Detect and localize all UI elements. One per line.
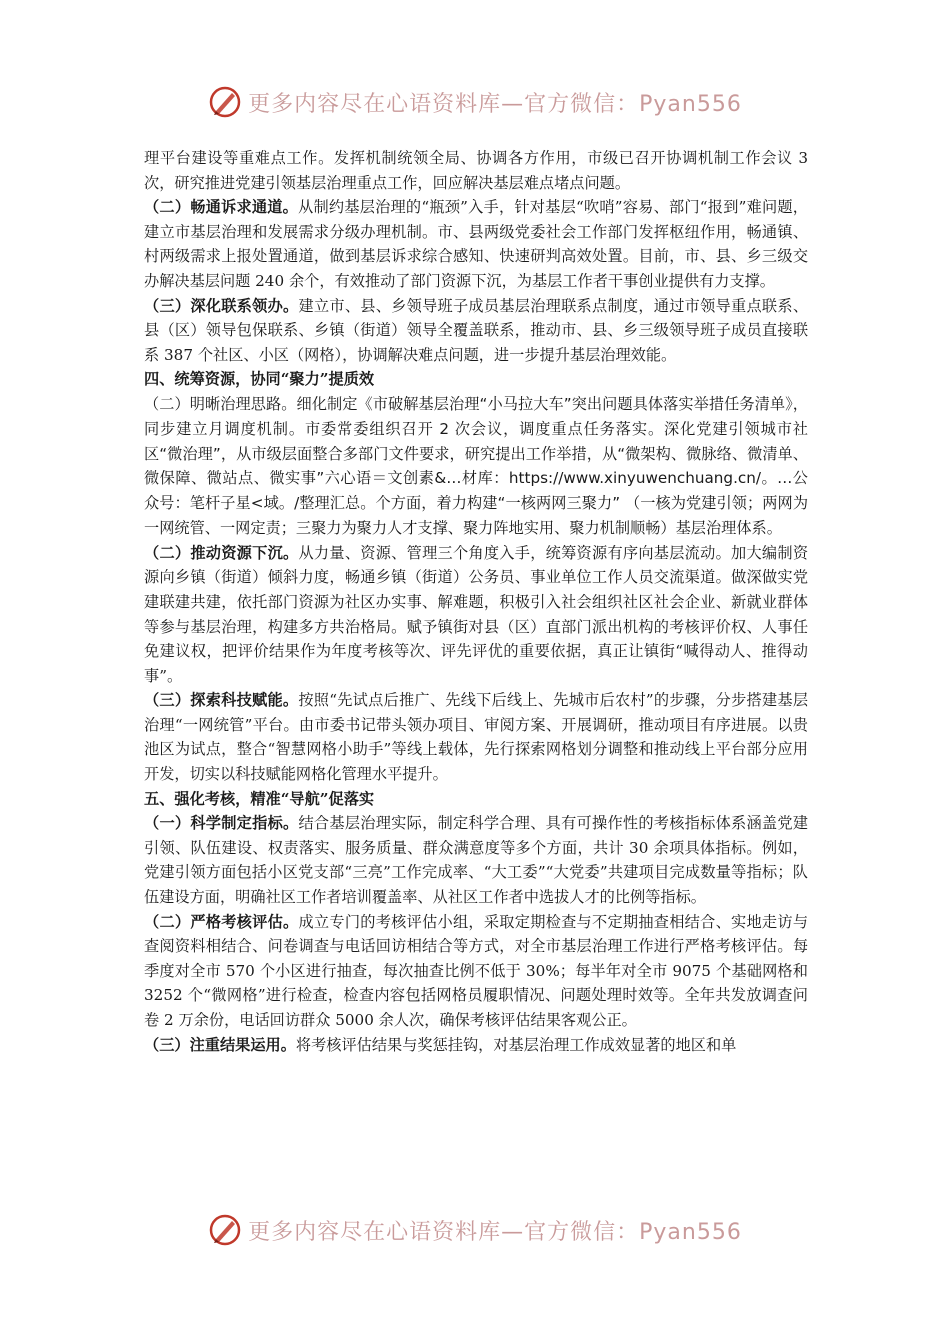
- pen-logo-icon: [208, 85, 242, 119]
- pen-logo-icon: [208, 1213, 242, 1247]
- paragraph: （三）注重结果运用。将考核评估结果与奖惩挂钩，对基层治理工作成效显著的地区和单: [144, 1035, 737, 1054]
- document-body: [144, 146, 808, 1057]
- paragraph: （三）深化联系领办。建立市、县、乡领导班子成员基层治理联系点制度，通过市领导重点联系、县（区）领导包保联系、乡镇（街道）领导全覆盖联系，推动市、县、乡三级领导班子成员直接联系 387 个社区、小区（网格），协调解决难点问题，进一步提升基层治理效能。: [144, 296, 809, 364]
- watermark-header: [0, 82, 950, 122]
- paragraph-lead: （一）科学制定指标。: [144, 814, 299, 833]
- paragraph-lead: （三）探索科技赋能。: [144, 691, 299, 710]
- paragraph-lead: （二）严格考核评估。: [144, 912, 299, 931]
- paragraph: 理平台建设等重难点工作。发挥机制统领全局、协调各方作用，市级已召开协调机制工作会议 3 次，研究推进党建引领基层治理重点工作，回应解决基层难点堵点问题。: [144, 149, 808, 192]
- watermark-text: 更多内容尽在心语资料库—官方微信：Pyan556: [248, 91, 742, 117]
- paragraph: （二）畅通诉求通道。从制约基层治理的“瓶颈”入手，针对基层“吹哨”容易、部门“报到”难问题，建立市基层治理和发展需求分级办理机制。市、县两级党委社会工作部门发挥枢纽作用，畅通镇、村两级需求上报处置通道，做到基层诉求综合感知、快速研判高效处置。目前，市、县、乡三级交办解决基层问题 240 余个，有效推动了部门资源下沉，为基层工作者干事创业提供有力支撑。: [144, 198, 808, 290]
- paragraph: （二）严格考核评估。成立专门的考核评估小组，采取定期检查与不定期抽查相结合、实地走访与查阅资料相结合、问卷调查与电话回访相结合等方式，对全市基层治理工作进行严格考核评估。每季度对全市 570 个小区进行抽查，每次抽查比例不低于 30%；每半年对全市 9075 个基础网格和 3252 个“微网格”进行检查，检查内容包括网格员履职情况、问题处理时效等。全年共发放调查问卷 2 万余份，电话回访群众 5000 余人次，确保考核评估结果客观公正。: [144, 912, 809, 1029]
- paragraph-lead: （二）推动资源下沉。: [144, 543, 299, 562]
- paragraph: （一）科学制定指标。结合基层治理实际，制定科学合理、具有可操作性的考核指标体系涵盖党建引领、队伍建设、权责落实、服务质量、群众满意度等多个方面，共计 30 余项具体指标。例如，党建引领方面包括小区党支部“三亮”工作完成率、“大工委”“大党委”共建项目完成数量等指标；队伍建设方面，明确社区工作者培训覆盖率、从社区工作者中选拔人才的比例等指标。: [144, 814, 809, 907]
- watermark-text: 更多内容尽在心语资料库—官方微信：Pyan556: [248, 1219, 742, 1245]
- paragraph-lead: （三）注重结果运用。: [144, 1035, 296, 1054]
- watermark-footer: [0, 1210, 950, 1250]
- paragraph-lead: （三）深化联系领办。: [144, 296, 299, 315]
- paragraph: （二）推动资源下沉。从力量、资源、管理三个角度入手，统筹资源有序向基层流动。加大编制资源向乡镇（街道）倾斜力度，畅通乡镇（街道）公务员、事业单位工作人员交流渠道。做深做实党建联建共建，依托部门资源为社区办实事、解难题，积极引入社会组织社区社会企业、新就业群体等参与基层治理，构建多方共治格局。赋予镇街对县（区）直部门派出机构的考核评价权、人事任免建议权，把评价结果作为年度考核等次、评先评优的重要依据，真正让镇街“喊得动人、推得动事”。: [144, 543, 809, 685]
- section-heading: 五、强化考核，精准“导航”促落实: [144, 789, 375, 808]
- section-heading: 四、统筹资源，协同“聚力”提质效: [144, 370, 375, 389]
- paragraph: （二）明晰治理思路。细化制定《市破解基层治理“小马拉大车”突出问题具体落实举措任务清单》，同步建立月调度机制。市委常委组织召开 2 次会议，调度重点任务落实。深化党建引领城市社区“微治理”，从市级层面整合多部门文件要求，研究提出工作举措，从“微架构、微脉络、微清单、微保障、微站点、微实事”六心语＝文创素&…材库：https://www.xinyuwenchuang.cn/。…公众号：笔杆子星<域。/整理汇总。个方面，着力构建“一核两网三聚力” （一核为党建引领；两网为一网统管、一网定责；三聚力为聚力人才支撑、聚力阵地实用、聚力机制顺畅）基层治理体系。: [144, 394, 808, 537]
- paragraph-lead: （二）畅通诉求通道。: [144, 198, 299, 217]
- paragraph: （三）探索科技赋能。按照“先试点后推广、先线下后线上、先城市后农村”的步骤，分步搭建基层治理“一网统管”平台。由市委书记带头领办项目、审阅方案、开展调研，推动项目有序进展。以贵池区为试点，整合“智慧网格小助手”等线上载体，先行探索网格划分调整和推动线上平台部分应用开发，切实以科技赋能网格化管理水平提升。: [144, 691, 809, 784]
